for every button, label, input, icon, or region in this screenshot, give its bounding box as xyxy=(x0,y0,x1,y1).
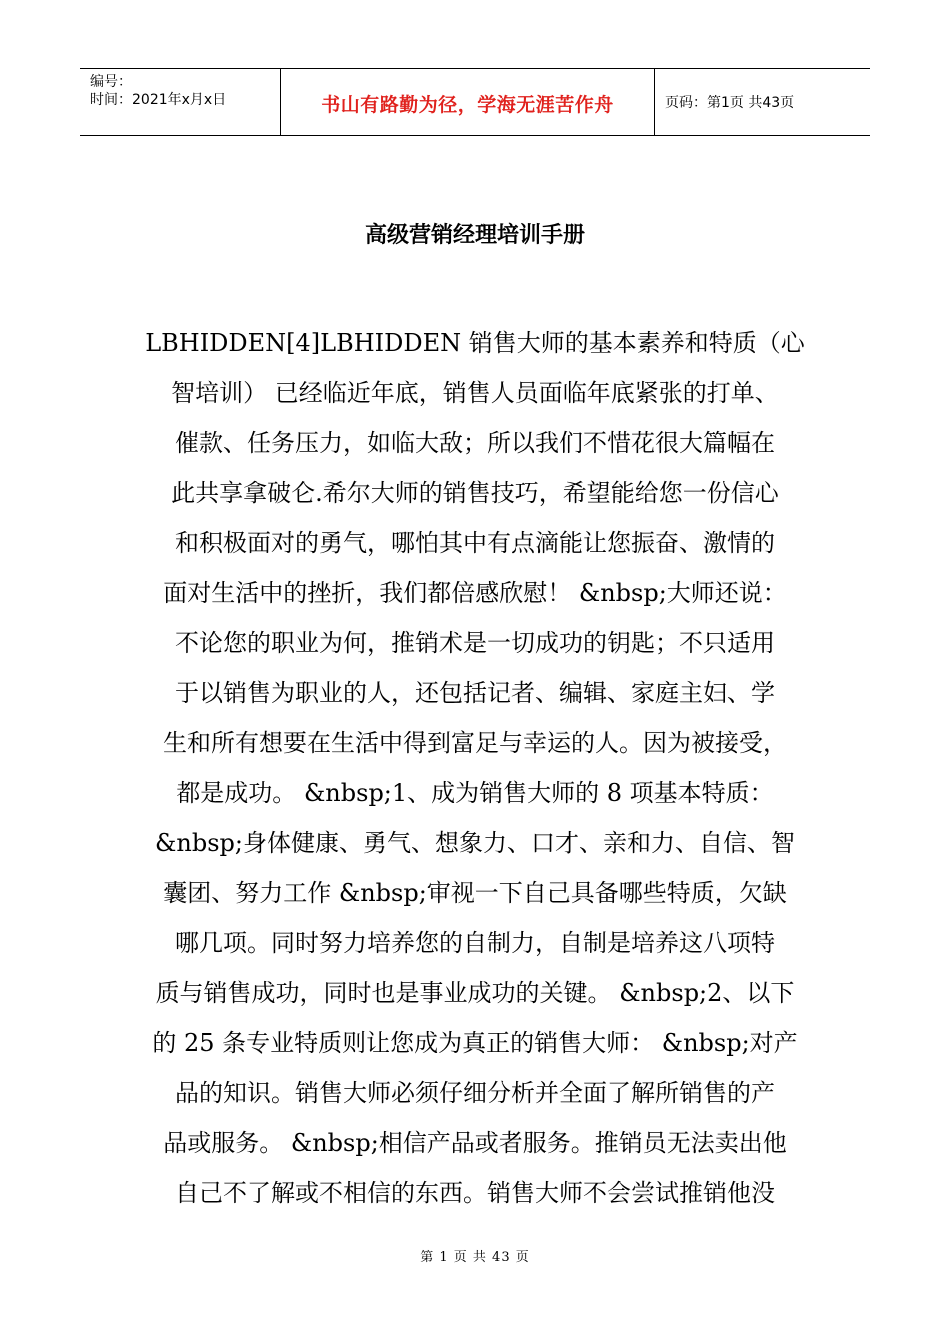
body-line: 和积极面对的勇气，哪怕其中有点滴能让您振奋、激情的 xyxy=(175,529,775,557)
body-line: 于以销售为职业的人，还包括记者、编辑、家庭主妇、学 xyxy=(175,679,775,707)
body-line: 不论您的职业为何，推销术是一切成功的钥匙；不只适用 xyxy=(175,629,775,657)
number-label: 编号： xyxy=(90,74,132,90)
page-footer: 第 1 页 共 43 页 xyxy=(420,1250,530,1265)
body-line: 品或服务。 &nbsp;相信产品或者服务。推销员无法卖出他 xyxy=(163,1129,787,1157)
document-title: 高级营销经理培训手册 xyxy=(364,223,585,248)
body-line: 都是成功。 &nbsp;1、成为销售大师的 8 项基本特质： xyxy=(176,779,774,807)
header-motto-cell xyxy=(281,69,655,135)
body-line: &nbsp;身体健康、勇气、想象力、口才、亲和力、自信、智 xyxy=(155,829,795,857)
header-page-code-cell xyxy=(655,69,870,135)
body-line: 智培训） 已经临近年底，销售人员面临年底紧张的打单、 xyxy=(171,379,779,407)
body-line: 哪几项。同时努力培养您的自制力，自制是培养这八项特 xyxy=(175,929,775,957)
body-line: 催款、任务压力，如临大敌；所以我们不惜花很大篇幅在 xyxy=(175,429,775,457)
page-header xyxy=(80,68,870,136)
time-label: 时间：2021年x月x日 xyxy=(90,92,227,108)
body-line: 此共享拿破仑.希尔大师的销售技巧，希望能给您一份信心 xyxy=(171,479,779,507)
body-line: 生和所有想要在生活中得到富足与幸运的人。因为被接受， xyxy=(163,729,787,757)
body-line: 品的知识。销售大师必须仔细分析并全面了解所销售的产 xyxy=(175,1079,775,1107)
body-line: 的 25 条专业特质则让您成为真正的销售大师： &nbsp;对产 xyxy=(152,1029,798,1057)
page-code: 页码：第1页 共43页 xyxy=(665,95,795,111)
body-line: 囊团、努力工作 &nbsp;审视一下自己具备哪些特质，欠缺 xyxy=(163,879,787,907)
body-line: 面对生活中的挫折，我们都倍感欣慰！ &nbsp;大师还说： xyxy=(163,579,787,607)
body-line: 自己不了解或不相信的东西。销售大师不会尝试推销他没 xyxy=(175,1179,775,1207)
body-line: 质与销售成功，同时也是事业成功的关键。 &nbsp;2、以下 xyxy=(155,979,795,1007)
body-line: LBHIDDEN[4]LBHIDDEN 销售大师的基本素养和特质（心 xyxy=(145,329,805,357)
motto-text: 书山有路勤为径，学海无涯苦作舟 xyxy=(321,93,614,116)
header-meta xyxy=(80,69,281,135)
body-text xyxy=(140,318,810,1218)
